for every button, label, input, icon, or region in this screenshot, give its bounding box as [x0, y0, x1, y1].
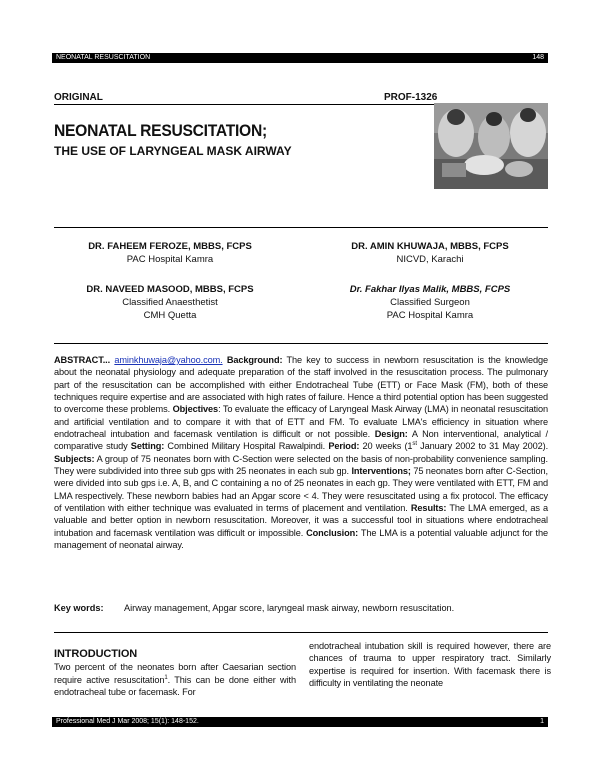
intro-right-column: endotracheal intubation skill is required however, there are chances of trauma to upper respiratory tract. Similarly expertise is required for insertion. With facemask there is difficulty in ventilating the neonate — [309, 641, 551, 689]
prof-code: PROF-1326 — [384, 92, 438, 103]
header-rule — [54, 104, 434, 105]
article-title: NEONATAL RESUSCITATION; — [54, 121, 267, 140]
title-rule — [54, 227, 548, 228]
abstract: ABSTRACT... aminkhuwaja@yahoo.com. Background: The key to success in newborn resuscitation is the knowledge about the neonatal physiology and adequate preparation of the staff involved in the resuscitation process. The pulmonary part of the resuscitation can be accomplished with either Endotracheal Tube (ETT) or Face Mask (FM), both of these techniques require expertise and are associated with high rates of failure. Hence a third potential option has been suggested to overcome these problems. Objectives: To evaluate the efficacy of Laryngeal Mask Airway (LMA) in neonatal resuscitation and artificial ventilation and to compare it with that of ETT and FM. To evaluate LMA's efficiency in situation where endotracheal intubation and facemask ventilation is difficult or not possible. Design: A Non interventional, analytical / comparative study Setting: Combined Military Hospital Rawalpindi. Period: 20 weeks (1st January 2002 to 31 May 2002). Subjects: A group of 75 neonates born with C-Section were selected on the basis of non-probability convenience sampling. They were subdivided into three sub gps with 25 neonates in each sub gp. Interventions; 75 neonates born after C-Section, were divided into sub gps i.e. A, B, and C containing a no of 25 neonates in each gp. They were ventilated with ETT, FM and LMA respectively. These newborn babies had an Apgar score < 4. They were resuscitated using a fix protocol. The efficacy of ventilation with either technique was evaluated in terms of placement and ventilation. Results: The LMA emerged, as a valuable and better option in newborn resuscitation. Moreover, it was a successful tool in situations where endotracheal intubation and facemask ventilation was difficult or impossible. Conclusion: The LMA is a potential valuable adjunct for the management of neonatal airway. — [54, 355, 549, 551]
footer-page-number: 1 — [540, 718, 544, 725]
author-name: DR. FAHEEM FEROZE, MBBS, FCPS — [88, 241, 252, 252]
author-affiliation: CMH Quetta — [143, 310, 197, 321]
intro-heading: INTRODUCTION — [54, 648, 138, 660]
author-name: Dr. Fakhar Ilyas Malik, MBBS, FCPS — [349, 284, 511, 295]
abstract-label: ABSTRACT... — [54, 355, 111, 365]
keywords — [54, 603, 548, 613]
author-2 — [310, 240, 550, 266]
author-1 — [50, 240, 290, 266]
author-affiliation: PAC Hospital Kamra — [386, 310, 474, 321]
journal-page-number: 148 — [532, 54, 544, 61]
author-affiliation: PAC Hospital Kamra — [126, 254, 214, 265]
section-label: ORIGINAL — [54, 92, 103, 103]
author-name: DR. AMIN KHUWAJA, MBBS, FCPS — [351, 241, 509, 252]
keywords-text: Airway management, Apgar score, laryngeal mask airway, newborn resuscitation. — [124, 603, 455, 613]
article-subtitle: THE USE OF LARYNGEAL MASK AIRWAY — [54, 144, 292, 158]
author-email-link[interactable]: aminkhuwaja@yahoo.com. — [114, 355, 223, 365]
journal-citation: Professional Med J Mar 2008; 15(1): 148-152. — [56, 718, 199, 725]
author-name: DR. NAVEED MASOOD, MBBS, FCPS — [86, 284, 254, 295]
author-affiliation: NICVD, Karachi — [396, 254, 464, 265]
keywords-label: Key words: — [54, 603, 104, 613]
article-photo — [434, 103, 548, 189]
keywords-rule — [54, 632, 548, 633]
footer-bar — [52, 717, 548, 727]
running-title: NEONATAL RESUSCITATION — [56, 54, 151, 61]
author-4 — [310, 283, 550, 322]
authors-rule — [54, 343, 548, 344]
intro-left-column: INTRODUCTION Two percent of the neonates born after Caesarian section require active resuscitation$^1$. This can be done either with endotracheal tube or facemask. For — [54, 648, 296, 698]
author-affiliation: Classified Anaesthetist — [122, 297, 218, 308]
author-affiliation: Classified Surgeon — [390, 297, 470, 308]
author-3 — [50, 283, 290, 322]
running-header-bar — [52, 53, 548, 63]
